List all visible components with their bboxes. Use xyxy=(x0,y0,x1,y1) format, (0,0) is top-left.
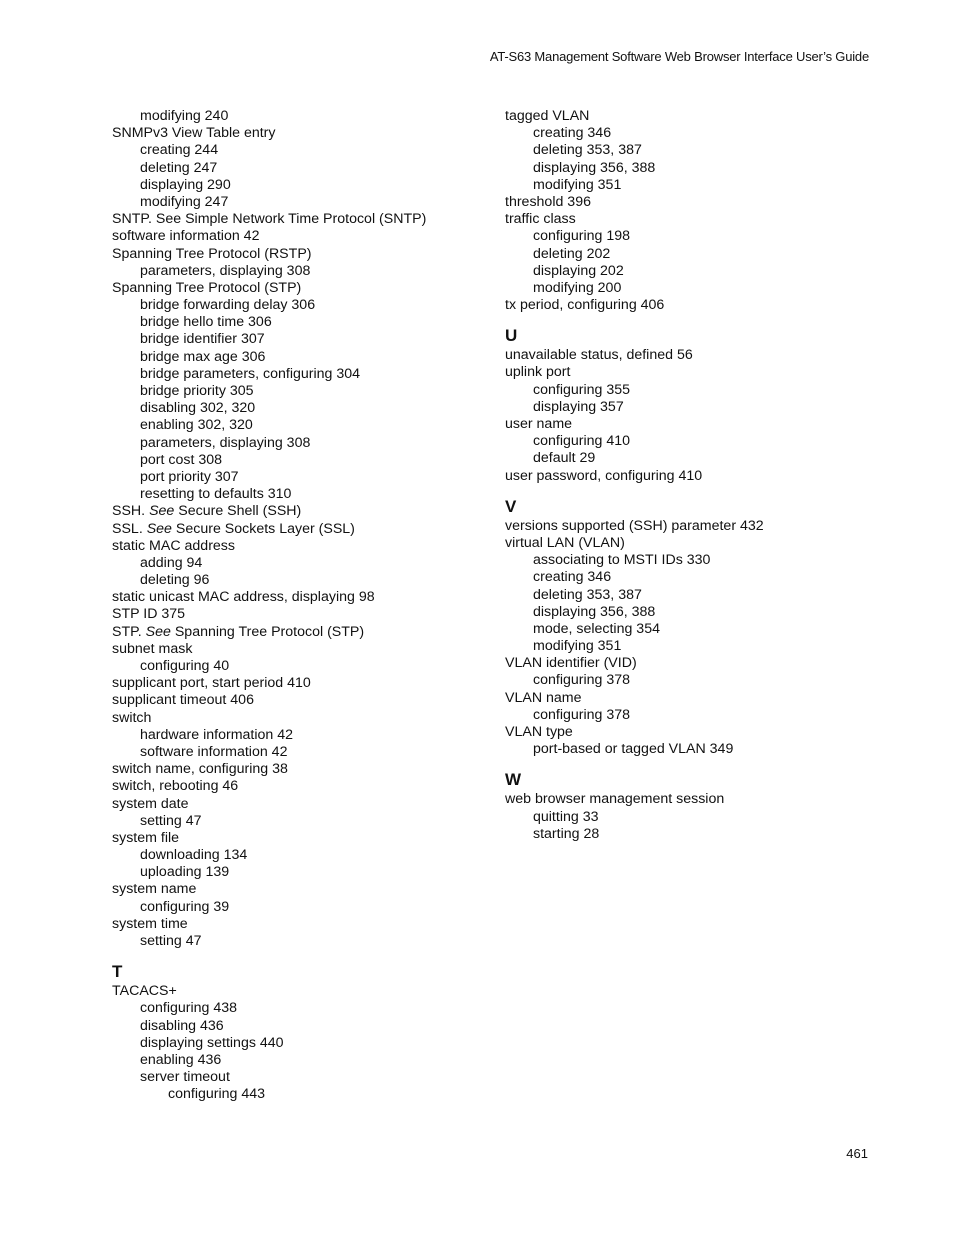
index-entry: system file xyxy=(112,829,180,846)
see-reference: See xyxy=(146,520,172,537)
index-subentry: configuring 39 xyxy=(140,898,230,915)
index-subentry: modifying 200 xyxy=(533,279,622,296)
index-entry: VLAN identifier (VID) xyxy=(505,655,637,672)
entry-text: STP. xyxy=(112,623,146,640)
index-subentry: bridge parameters, configuring 304 xyxy=(140,365,361,382)
index-subentry: bridge priority 305 xyxy=(140,383,254,399)
index-subentry: quitting 33 xyxy=(533,808,599,825)
entry-text: Secure Sockets Layer (SSL) xyxy=(171,520,355,537)
index-column-right xyxy=(505,108,885,843)
index-entry xyxy=(112,624,492,641)
index-entry: switch xyxy=(112,709,152,726)
see-reference: See xyxy=(149,503,175,520)
index-subentry: setting 47 xyxy=(140,933,202,949)
index-subentry: bridge hello time 306 xyxy=(140,314,272,331)
index-subentry: parameters, displaying 308 xyxy=(140,262,311,279)
index-entry: traffic class xyxy=(505,211,576,228)
index-entry: SNMPv3 View Table entry xyxy=(112,125,276,142)
index-entry: web browser management session xyxy=(505,791,725,808)
entry-text: Secure Shell (SSH) xyxy=(174,503,302,520)
index-section-letter: U xyxy=(505,326,518,346)
index-subentry: creating 346 xyxy=(533,569,612,586)
index-subentry: configuring 355 xyxy=(533,381,631,398)
index-subentry: configuring 410 xyxy=(533,433,631,450)
index-subentry: bridge max age 306 xyxy=(140,348,266,365)
index-subentry: associating to MSTI IDs 330 xyxy=(533,552,711,569)
index-entry: user password, configuring 410 xyxy=(505,467,703,484)
index-entry: TACACS+ xyxy=(112,983,177,1000)
index-subentry: displaying 290 xyxy=(140,176,231,193)
index-subentry: default 29 xyxy=(533,450,596,467)
index-entry: software information 42 xyxy=(112,228,260,245)
index-subentry: displaying 202 xyxy=(533,262,624,279)
index-subentry: port priority 307 xyxy=(140,468,239,485)
index-entry: uplink port xyxy=(505,364,571,381)
index-subentry: mode, selecting 354 xyxy=(533,620,660,637)
index-entry: VLAN type xyxy=(505,724,573,740)
entry-text: SSL. xyxy=(112,520,147,537)
index-entry xyxy=(112,503,492,520)
index-entry xyxy=(112,521,492,538)
index-entry: Spanning Tree Protocol (RSTP) xyxy=(112,245,312,262)
index-entry: VLAN name xyxy=(505,689,582,706)
index-section-letter: W xyxy=(505,770,522,790)
index-subentry: parameters, displaying 308 xyxy=(140,434,311,451)
index-subentry: disabling 436 xyxy=(140,1017,224,1034)
index-subentry: bridge forwarding delay 306 xyxy=(140,297,316,314)
index-subentry: configuring 378 xyxy=(533,706,631,723)
index-subentry: configuring 438 xyxy=(140,1000,238,1017)
index-subentry: modifying 240 xyxy=(140,108,229,124)
index-entry: STP ID 375 xyxy=(112,606,186,623)
index-subentry: configuring 378 xyxy=(533,672,631,689)
index-subentry: configuring 40 xyxy=(140,658,230,674)
page-number: 461 xyxy=(846,1146,868,1161)
index-subentry: software information 42 xyxy=(140,743,288,760)
index-subentry: downloading 134 xyxy=(140,847,248,864)
index-entry: virtual LAN (VLAN) xyxy=(505,534,625,551)
index-subentry: hardware information 42 xyxy=(140,726,293,743)
index-subentry: configuring 198 xyxy=(533,228,631,245)
index-column-left xyxy=(112,108,492,1104)
index-subentry: disabling 302, 320 xyxy=(140,400,256,417)
index-subentry: enabling 436 xyxy=(140,1051,222,1068)
index-entry: threshold 396 xyxy=(505,193,591,210)
index-entry: static unicast MAC address, displaying 98 xyxy=(112,589,375,606)
index-entry: system name xyxy=(112,881,197,898)
index-entry: unavailable status, defined 56 xyxy=(505,347,693,364)
index-subentry: deleting 353, 387 xyxy=(533,586,642,603)
index-subentry: starting 28 xyxy=(533,825,600,842)
index-subentry: resetting to defaults 310 xyxy=(140,486,292,503)
index-subentry: displaying 357 xyxy=(533,398,624,415)
index-subentry: configuring 443 xyxy=(168,1086,266,1103)
index-entry: tx period, configuring 406 xyxy=(505,297,665,314)
index-entry: switch, rebooting 46 xyxy=(112,778,239,795)
index-subentry: port cost 308 xyxy=(140,451,223,468)
index-subentry: displaying 356, 388 xyxy=(533,603,656,620)
index-subentry: modifying 247 xyxy=(140,193,229,210)
index-entry: static MAC address xyxy=(112,537,235,554)
index-subentry: setting 47 xyxy=(140,812,202,829)
index-entry: SNTP. See Simple Network Time Protocol (SNTP) xyxy=(112,211,427,228)
index-subentry: server timeout xyxy=(140,1069,230,1086)
index-subentry: modifying 351 xyxy=(533,638,622,655)
running-header: AT-S63 Management Software Web Browser Interface User’s Guide xyxy=(489,49,869,64)
index-subentry: deleting 247 xyxy=(140,159,218,176)
index-entry: switch name, configuring 38 xyxy=(112,761,288,778)
index-entry: Spanning Tree Protocol (STP) xyxy=(112,279,302,296)
index-entry: system time xyxy=(112,915,188,932)
index-subentry: creating 244 xyxy=(140,142,219,159)
index-entry: supplicant timeout 406 xyxy=(112,692,254,709)
index-subentry: displaying settings 440 xyxy=(140,1034,284,1051)
index-subentry: displaying 356, 388 xyxy=(533,159,656,176)
index-subentry: uploading 139 xyxy=(140,864,230,881)
index-section-letter: V xyxy=(505,496,517,516)
see-reference: See xyxy=(145,623,171,640)
index-entry: versions supported (SSH) parameter 432 xyxy=(505,517,764,534)
index-entry: supplicant port, start period 410 xyxy=(112,675,311,692)
index-subentry: port-based or tagged VLAN 349 xyxy=(533,741,734,758)
index-subentry: deleting 353, 387 xyxy=(533,142,642,159)
index-subentry: deleting 96 xyxy=(140,572,210,589)
index-entry: system date xyxy=(112,795,189,812)
index-subentry: adding 94 xyxy=(140,554,203,571)
index-entry: tagged VLAN xyxy=(505,108,590,124)
index-entry: subnet mask xyxy=(112,640,193,657)
index-subentry: bridge identifier 307 xyxy=(140,331,265,348)
index-entry: user name xyxy=(505,416,573,432)
entry-text: Spanning Tree Protocol (STP) xyxy=(170,623,365,640)
index-subentry: deleting 202 xyxy=(533,245,611,262)
entry-text: SSH. xyxy=(112,503,150,520)
index-subentry: creating 346 xyxy=(533,125,612,142)
index-subentry: enabling 302, 320 xyxy=(140,417,253,434)
index-section-letter: T xyxy=(112,962,123,982)
index-subentry: modifying 351 xyxy=(533,176,622,193)
